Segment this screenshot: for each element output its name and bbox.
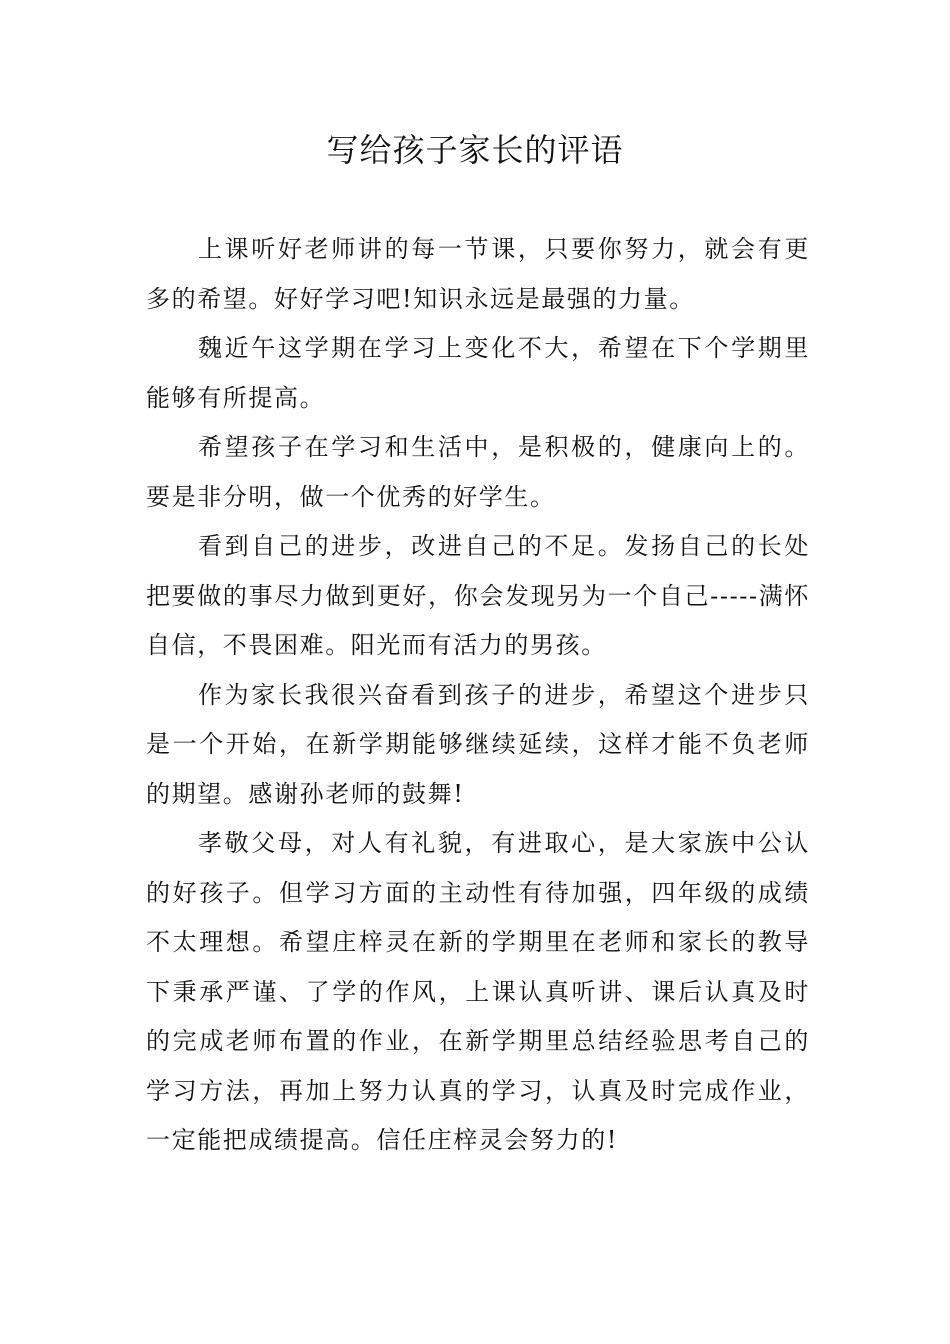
paragraph-3: 希望孩子在学习和生活中，是积极的，健康向上的。要是非分明，做一个优秀的好学生。 <box>146 433 810 511</box>
document-title: 写给孩子家长的评语 <box>326 131 624 169</box>
paragraph-6: 孝敬父母，对人有礼貌，有进取心，是大家族中公认的好孩子。但学习方面的主动性有待加强，四年级的成绩不太理想。希望庄梓灵在新的学期里在老师和家长的教导下秉承严谨、了学的作风，上课认真听讲、课后认真及时的完成老师布置的作业，在新学期里总结经验思考自己的学习方法，再加上努力认真的学习，认真及时完成作业，一定能把成绩提高。信任庄梓灵会努力的! <box>146 829 810 1154</box>
paragraph-2: 魏近午这学期在学习上变化不大，希望在下个学期里能够有所提高。 <box>146 334 810 412</box>
paragraph-1: 上课听好老师讲的每一节课，只要你努力，就会有更多的希望。好好学习吧!知识永远是最强的力量。 <box>146 235 810 313</box>
paragraph-4: 看到自己的进步，改进自己的不足。发扬自己的长处把要做的事尽力做到更好，你会发现另为一个自己-----满怀自信，不畏困难。阳光而有活力的男孩。 <box>146 532 810 659</box>
document-body <box>146 225 810 1166</box>
paragraph-5: 作为家长我很兴奋看到孩子的进步，希望这个进步只是一个开始，在新学期能够继续延续，这样才能不负老师的期望。感谢孙老师的鼓舞! <box>146 680 810 808</box>
